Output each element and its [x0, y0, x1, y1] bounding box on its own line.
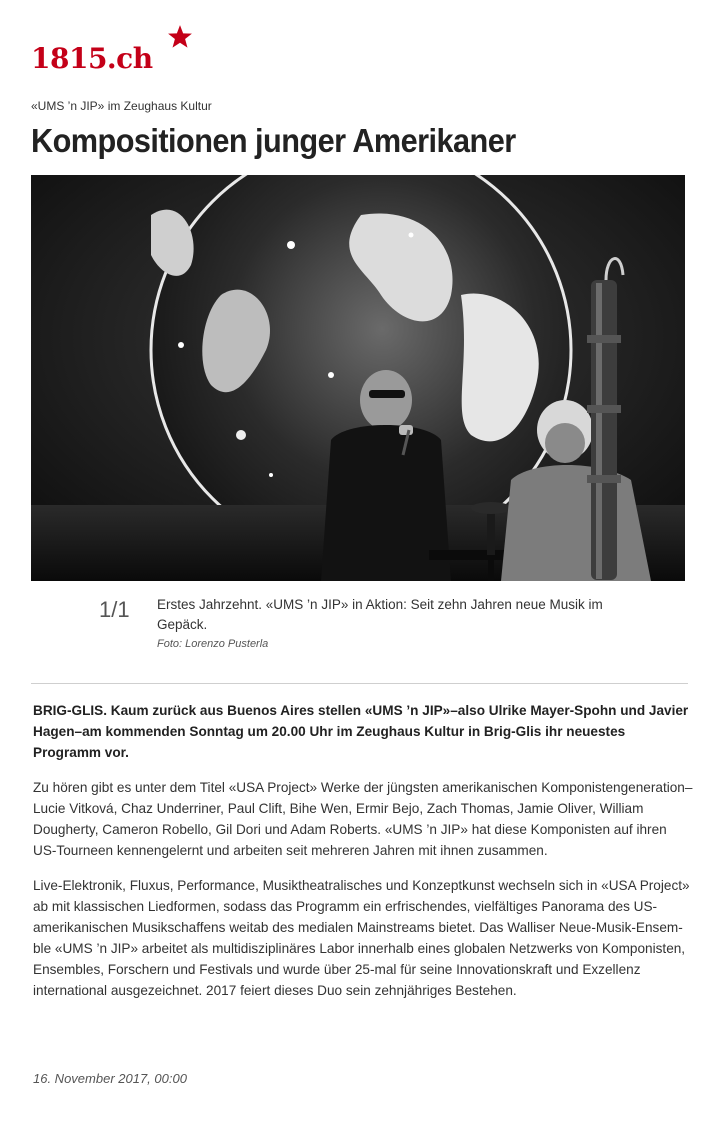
photo-credit: Foto: Lorenzo Pusterla — [157, 638, 269, 650]
concert-photo-illustration — [31, 175, 685, 581]
publish-date: 16. November 2017, 00:00 — [33, 1071, 187, 1086]
star-icon — [167, 24, 193, 50]
divider — [31, 683, 688, 684]
photo-caption: Erstes Jahrzehnt. «UMS ’n JIP» in Aktion: Seit zehn Jahren neue Musik im Gepäck. — [157, 597, 603, 632]
gallery-pager: 1/1 — [99, 597, 130, 622]
site-logo-text: 1815.ch — [31, 42, 153, 75]
article-paragraph: Zu hören gibt es unter dem Titel «USA Project» Werke der jüngsten amerikanischen Komponistengeneration–Lucie Vitková, Chaz Underriner, Paul Clift, Bihe Wen, Ermir Bejo, Zach Thomas, Jamie Oliver, William Dougherty, Cameron Robello, Gil Dori und Adam Roberts. «UMS ’n JIP» hat diese Komponisten auf ihren US-Tourneen kennengelernt und arbeiten seit mehreren Jahren mit ihnen zusammen. — [33, 780, 693, 858]
article-lead: BRIG-GLIS. Kaum zurück aus Buenos Aires stellen «UMS ’n JIP»–also Ulrike Mayer-Spohn und Javier Hagen–am kommenden Sonntag um 20.00 Uhr im Zeughaus Kultur in Brig-Glis ihr neuestes Programm vor. — [33, 703, 689, 760]
article-kicker: «UMS ’n JIP» im Zeughaus Kultur — [31, 99, 212, 113]
article-photo[interactable] — [31, 175, 685, 581]
article-headline: Kompositionen junger Amerikaner — [31, 122, 516, 159]
article-body — [33, 700, 693, 1015]
article-paragraph: Live-Elektronik, Fluxus, Performance, Musiktheatralisches und Konzeptkunst wechseln sich in «USA Project» ab mit klassischen Liedformen, sodass das Programm ein erfrischendes, vielfältiges Panorama des US-amerikanischen Musikschaffens weitab des medialen Mainstreams bietet. Das Walliser Neue-Musik-Ensem-ble «UMS ’n JIP» arbeitet als multidisziplinäres Labor innerhalb eines globalen Netzwerks von Komponisten, Ensembles, Forschern und Festivals und wurde über 25-mal für seine Innovationskraft und Exzellenz international ausgezeichnet. 2017 feiert dieses Duo sein zehnjähriges Bestehen. — [33, 878, 690, 998]
